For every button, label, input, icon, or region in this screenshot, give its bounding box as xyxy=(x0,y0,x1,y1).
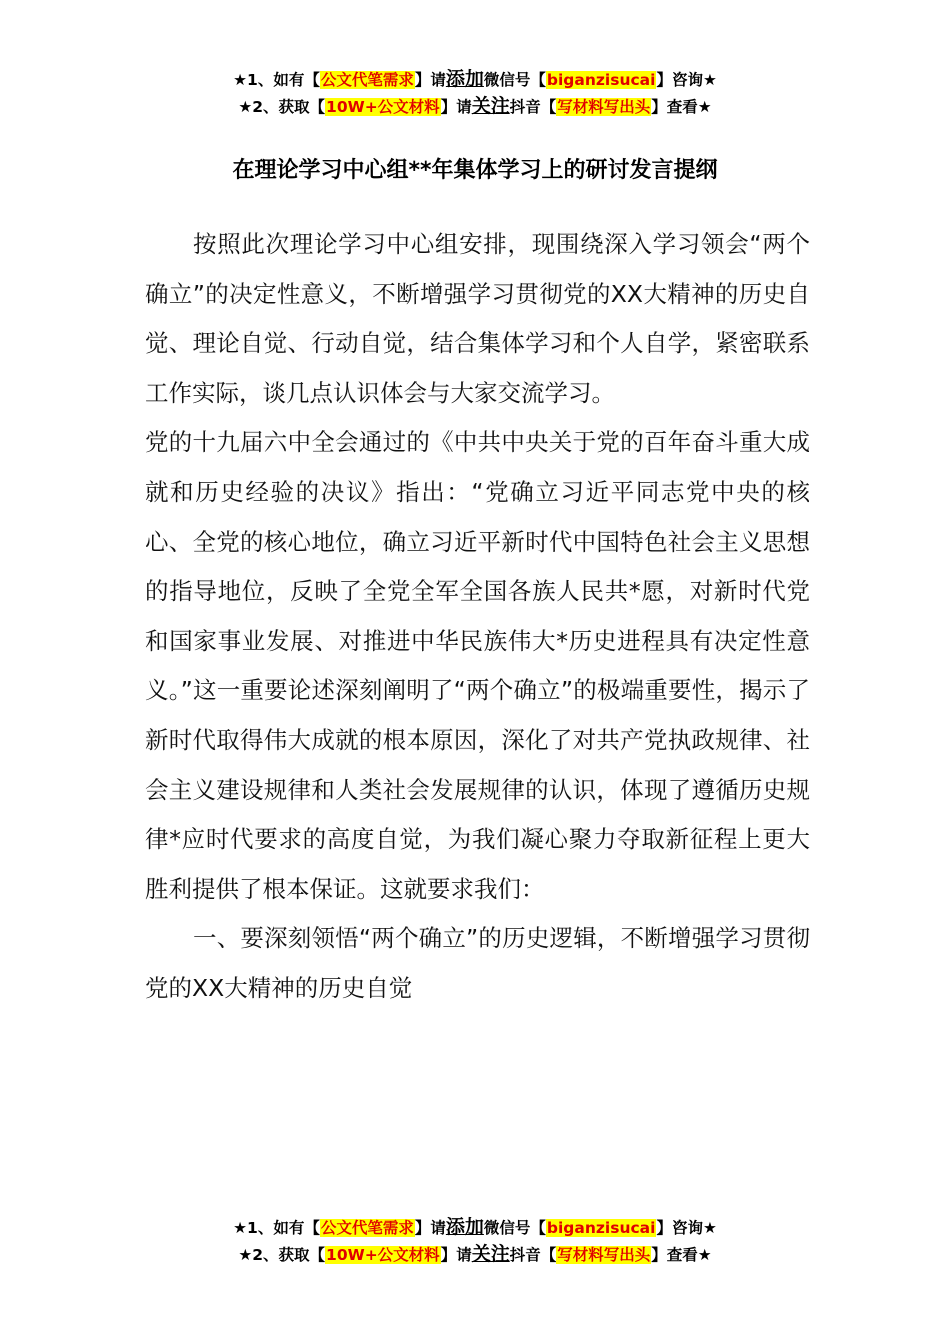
footer-promo-banner xyxy=(0,1214,950,1268)
promo-line-1 xyxy=(0,66,950,93)
promo-line-2 xyxy=(0,93,950,120)
promo-highlight: biganzisucai xyxy=(546,1219,656,1237)
promo-text: ★1、如有【 xyxy=(233,1219,320,1237)
promo-text: ★1、如有【 xyxy=(233,71,320,89)
promo-text: 】请 xyxy=(414,1219,446,1237)
promo-highlight: 10W+公文材料 xyxy=(326,1246,440,1264)
promo-text: 】查看★ xyxy=(651,98,712,116)
promo-highlight: 10W+公文材料 xyxy=(326,98,440,116)
promo-text: 】请 xyxy=(414,71,446,89)
header-promo-banner xyxy=(0,66,950,120)
promo-text: 】请 xyxy=(440,98,472,116)
promo-text: 】请 xyxy=(440,1246,472,1264)
promo-highlight: 写材料写出头 xyxy=(557,98,651,116)
promo-text: 】咨询★ xyxy=(656,1219,717,1237)
promo-text: 抖音【 xyxy=(509,1246,557,1264)
paragraph-resolution-quote: 党的十九届六中全会通过的《中共中央关于党的百年奋斗重大成就和历史经验的决议》指出：“党确立习近平同志党中央的核心、全党的核心地位，确立习近平新时代中国特色社会主义思想的指导地位，反映了全党全军全国各族人民共*愿，对新时代党和国家事业发展、对推进中华民族伟大*历史进程具有决定性意义。”这一重要论述深刻阐明了“两个确立”的极端重要性，揭示了新时代取得伟大成就的根本原因，深化了对共产党执政规律、社会主义建设规律和人类社会发展规律的认识，体现了遵循历史规律*应时代要求的高度自觉，为我们凝心聚力夺取新征程上更大胜利提供了根本保证。这就要求我们： xyxy=(145,428,810,903)
promo-text: 】咨询★ xyxy=(656,71,717,89)
promo-highlight: 公文代笔需求 xyxy=(320,71,414,89)
promo-highlight: 写材料写出头 xyxy=(557,1246,651,1264)
document-body xyxy=(145,220,810,1014)
promo-emphasis: 关注 xyxy=(471,95,510,117)
promo-text: ★2、获取【 xyxy=(238,98,326,116)
paragraph-intro: 按照此次理论学习中心组安排，现围绕深入学习领会“两个确立”的决定性意义，不断增强学习贯彻党的XX大精神的历史自觉、理论自觉、行动自觉，结合集体学习和个人自学，紧密联系工作实际，谈几点认识体会与大家交流学习。 xyxy=(145,230,810,407)
promo-text: 微信号【 xyxy=(483,71,546,89)
promo-text: ★2、获取【 xyxy=(238,1246,326,1264)
section-heading-1: 一、要深刻领悟“两个确立”的历史逻辑，不断增强学习贯彻党的XX大精神的历史自觉 xyxy=(145,924,810,1002)
promo-line-1 xyxy=(0,1214,950,1241)
promo-emphasis: 添加 xyxy=(445,68,484,90)
promo-emphasis: 添加 xyxy=(445,1216,484,1238)
promo-highlight: 公文代笔需求 xyxy=(320,1219,414,1237)
promo-text: 微信号【 xyxy=(483,1219,546,1237)
promo-text: 抖音【 xyxy=(509,98,557,116)
document-title: 在理论学习中心组**年集体学习上的研讨发言提纲 xyxy=(232,158,718,183)
promo-line-2 xyxy=(0,1241,950,1268)
promo-highlight: biganzisucai xyxy=(546,71,656,89)
promo-emphasis: 关注 xyxy=(471,1243,510,1265)
promo-text: 】查看★ xyxy=(651,1246,712,1264)
